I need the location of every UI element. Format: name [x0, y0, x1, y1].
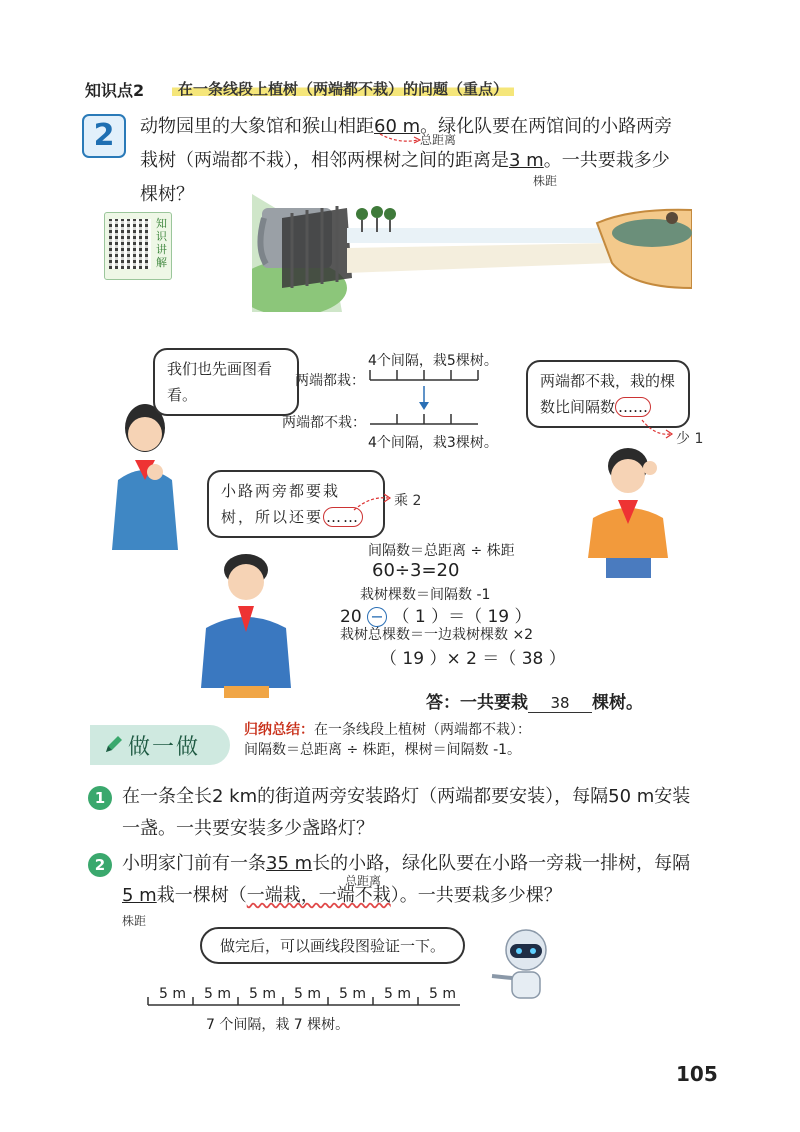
- girl-speech-bubble: 我们也先画图看看。: [153, 348, 299, 416]
- annot-times-two: 乘 2: [394, 493, 422, 509]
- q2-annot-total-distance: 总距离: [345, 874, 382, 888]
- down-arrow-icon: [419, 402, 429, 410]
- qr-code-icon: [109, 219, 151, 269]
- question-2-text: 小明家门前有一条35 m长的小路，绿化队要在小路一旁栽一排树，每隔 5 m栽一棵树（一端栽，一端不栽）。一共要栽多少棵？: [122, 853, 691, 906]
- minus-operator-circle: −: [367, 607, 387, 627]
- summary-heading: 归纳总结：: [244, 722, 314, 738]
- formula-total: 栽树总棵数＝一边栽树棵数 ×2: [340, 627, 534, 643]
- zoo-scene-illustration: [252, 188, 692, 312]
- summary-box: 归纳总结：在一条线段上植树（两端都不栽）： 间隔数＝总距离 ÷ 株距，棵树＝间隔数 -1。: [244, 722, 531, 758]
- answer-line: 答：一共要栽 38 棵树。: [426, 693, 643, 713]
- knowledge-point-title: 在一条线段上植树（两端都不栽）的问题（重点）: [172, 78, 514, 99]
- diagram-row1-label: 两端都栽：: [295, 373, 365, 389]
- formula-one-side: 栽树棵数＝间隔数 -1: [360, 587, 491, 603]
- page-number: 105: [676, 1062, 718, 1086]
- question-2-number: 2: [88, 853, 112, 877]
- calc-one-side: 20 − （ 1 ）＝（ 19 ）: [340, 607, 532, 627]
- annot-arrow-icon: [352, 492, 396, 514]
- segment-label: 5 m: [204, 986, 231, 1002]
- segment-label: 5 m: [249, 986, 276, 1002]
- segment-label: 5 m: [384, 986, 411, 1002]
- problem-line-2: 栽树（两端都不栽），相邻两棵树之间的距离是3 m。一共要栽多少: [140, 150, 670, 171]
- q2-one-end-note: 一端栽，一端不栽: [246, 885, 391, 906]
- pencil-icon: [102, 734, 124, 756]
- robot-illustration: [486, 926, 556, 1002]
- diagram-top-caption: 4个间隔，栽5棵树。: [368, 353, 498, 369]
- diagram-row2-label: 两端都不栽：: [282, 415, 366, 431]
- calc-interval: 60÷3=20: [372, 560, 460, 581]
- segment-caption: 7 个间隔，栽 7 棵树。: [206, 1017, 350, 1033]
- boy-center-illustration: [196, 548, 296, 698]
- dots-ellipse: ……: [615, 397, 651, 417]
- diagram-bottom-caption: 4个间隔，栽3棵树。: [368, 435, 498, 451]
- dots-ellipse: ……: [323, 507, 363, 527]
- boy-right-speech-bubble: 两端都不栽，栽的棵数比间隔数 ……: [526, 360, 690, 428]
- girl-illustration: [100, 400, 190, 550]
- distance-value: 60 m: [374, 116, 421, 137]
- q2-annot-spacing: 株距: [122, 914, 147, 928]
- problem-line-1: 动物园里的大象馆和猴山相距60 m。绿化队要在两馆间的小路两旁: [140, 116, 673, 137]
- question-1-text: 在一条全长2 km的街道两旁安装路灯（两端都要安装），每隔50 m安装 一盏。一共要安装多少盏路灯？: [122, 786, 691, 839]
- problem-line-3: 棵树？: [140, 184, 194, 205]
- q2-spacing-value: 5 m: [122, 885, 157, 906]
- answer-value: 38: [528, 694, 592, 713]
- segment-labels: [150, 986, 465, 1002]
- robot-speech-bubble: 做完后，可以画线段图验证一下。: [200, 927, 465, 964]
- monkey-icon: [666, 212, 678, 224]
- annot-spacing: 株距: [533, 174, 558, 188]
- q2-length-value: 35 m: [266, 853, 313, 874]
- knowledge-point-label: 知识点2: [85, 81, 145, 100]
- calc-total: （ 19 ）× 2 ＝（ 38 ）: [380, 649, 566, 669]
- practice-tab-label: 做一做: [128, 735, 201, 760]
- annot-total-distance: 总距离: [420, 133, 457, 147]
- spacing-value: 3 m: [509, 150, 544, 171]
- boy-right-illustration: [578, 438, 678, 578]
- segment-label: 5 m: [429, 986, 456, 1002]
- formula-interval: 间隔数＝总距离 ÷ 株距: [368, 543, 515, 559]
- qr-code[interactable]: [104, 212, 172, 280]
- example-number-badge: 2: [82, 114, 126, 158]
- qr-label: 知识讲解: [156, 217, 167, 269]
- annot-less-one: 少 1: [676, 431, 704, 447]
- segment-label: 5 m: [159, 986, 186, 1002]
- segment-label: 5 m: [339, 986, 366, 1002]
- summary-line-2: 间隔数＝总距离 ÷ 株距，棵树＝间隔数 -1。: [244, 742, 522, 758]
- annot-arrow-icon: [378, 132, 423, 146]
- boy-center-speech-bubble: 小路两旁都要栽树，所以还要 ……: [207, 470, 385, 538]
- question-1-number: 1: [88, 786, 112, 810]
- tree-planting-diagram: [360, 364, 490, 434]
- segment-label: 5 m: [294, 986, 321, 1002]
